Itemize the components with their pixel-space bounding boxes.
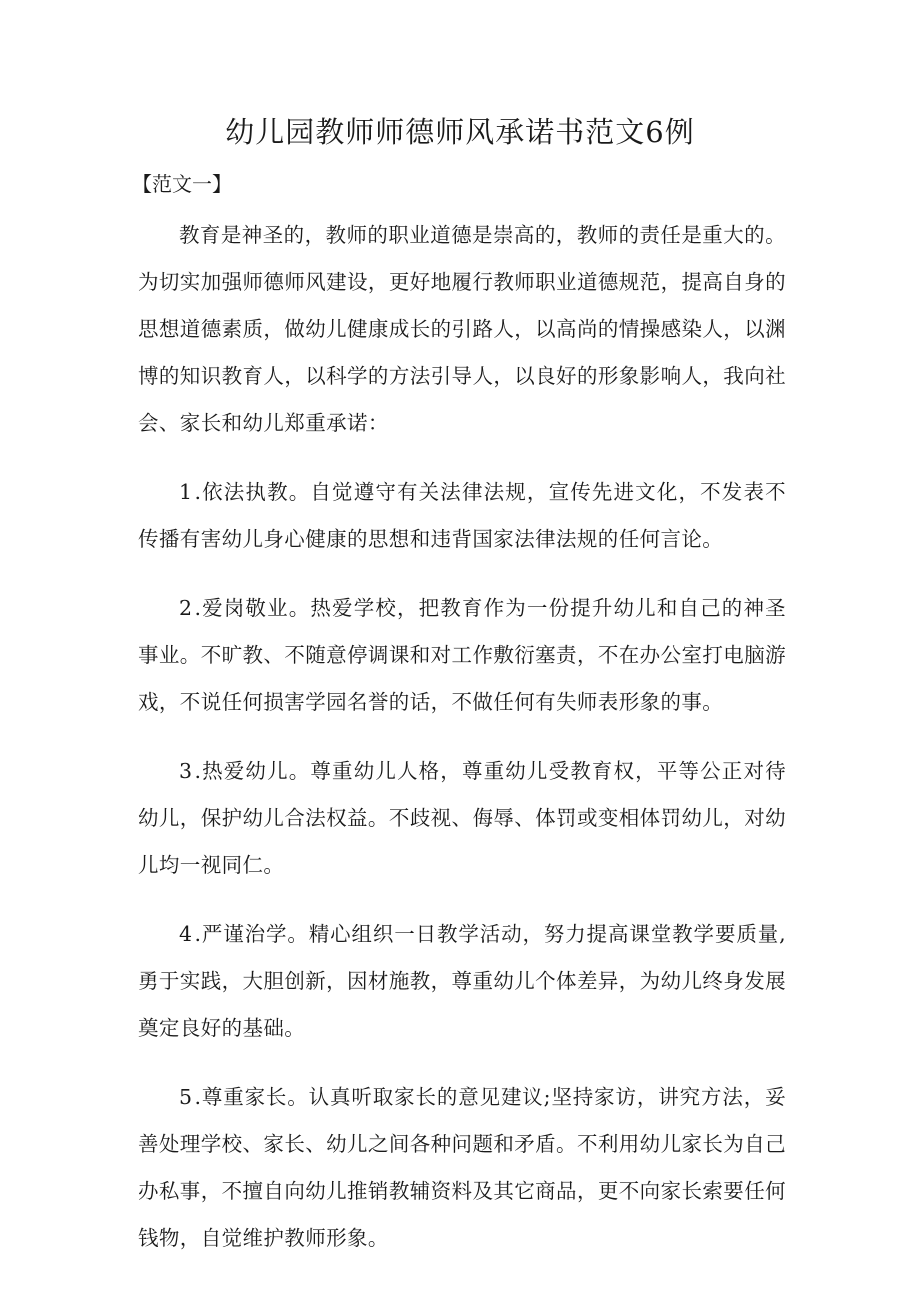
document-title: 幼儿园教师师德师风承诺书范文6例 [225, 115, 695, 149]
list-item [138, 469, 786, 563]
list-item [138, 748, 786, 889]
intro-paragraph: 教育是神圣的，教师的职业道德是崇高的，教师的责任是重大的。为切实加强师德师风建设，更好地履行教师职业道德规范，提高自身的思想道德素质，做幼儿健康成长的引路人，以高尚的情操感染人，以渊博的知识教育人，以科学的方法引导人，以良好的形象影响人，我向社会、家长和幼儿郑重承诺： [138, 223, 786, 435]
item-number: 5 [179, 1085, 193, 1109]
list-item [138, 585, 786, 726]
item-text: .热爱幼儿。尊重幼儿人格，尊重幼儿受教育权，平等公正对待幼儿，保护幼儿合法权益。不歧视、侮辱、体罚或变相体罚幼儿，对幼儿均一视同仁。 [138, 759, 786, 877]
item-number: 4 [179, 922, 193, 946]
section-label: 【范文一】 [132, 172, 232, 196]
document-body [138, 212, 786, 1284]
item-number: 1 [179, 480, 193, 504]
item-text: .爱岗敬业。热爱学校，把教育作为一份提升幼儿和自己的神圣事业。不旷教、不随意停调课和对工作敷衍塞责，不在办公室打电脑游戏，不说任何损害学园名誉的话，不做任何有失师表形象的事。 [138, 596, 786, 714]
item-text: .依法执教。自觉遵守有关法律法规，宣传先进文化，不发表不传播有害幼儿身心健康的思想和违背国家法律法规的任何言论。 [138, 480, 786, 551]
item-number: 2 [179, 596, 193, 620]
list-item [138, 1074, 786, 1262]
list-item [138, 911, 786, 1052]
item-text: .尊重家长。认真听取家长的意见建议;坚持家访，讲究方法，妥善处理学校、家长、幼儿之间各种问题和矛盾。不利用幼儿家长为自己办私事，不擅自向幼儿推销教辅资料及其它商品，更不向家长索要任何钱物，自觉维护教师形象。 [138, 1085, 786, 1250]
item-text: .严谨治学。精心组织一日教学活动，努力提高课堂教学要质量,勇于实践，大胆创新，因材施教，尊重幼儿个体差异，为幼儿终身发展奠定良好的基础。 [138, 922, 786, 1040]
item-number: 3 [179, 759, 193, 783]
